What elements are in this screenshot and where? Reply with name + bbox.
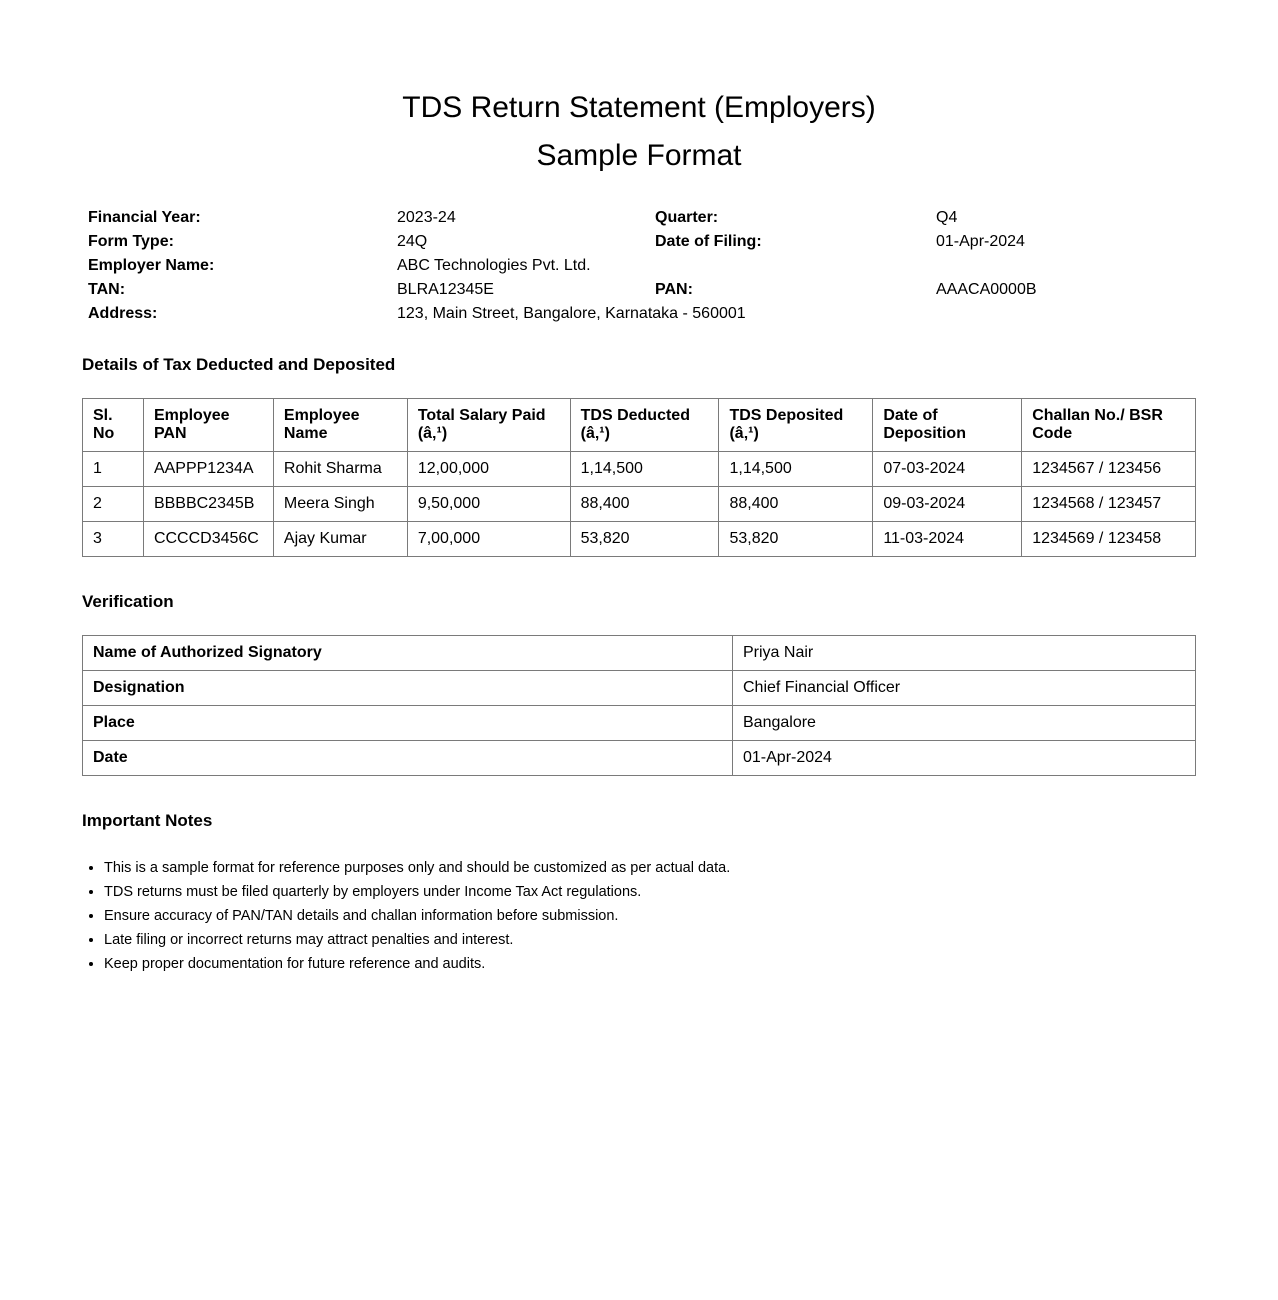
table-cell: 2 bbox=[83, 487, 144, 522]
table-row bbox=[83, 522, 1196, 557]
verification-heading: Verification bbox=[82, 592, 174, 611]
table-cell: 11-03-2024 bbox=[873, 522, 1022, 557]
verification-row bbox=[83, 636, 1196, 671]
info-row bbox=[88, 302, 1196, 326]
list-item: • Late filing or incorrect returns may attract penalties and interest. bbox=[104, 928, 1196, 952]
designation-value: Chief Financial Officer bbox=[733, 671, 1196, 706]
table-header-row bbox=[83, 399, 1196, 452]
place-label: Place bbox=[83, 706, 733, 741]
column-header: TDS Deposited (â‚¹) bbox=[719, 399, 873, 452]
column-header: Employee Name bbox=[273, 399, 407, 452]
notes-list bbox=[82, 856, 1196, 976]
table-cell: BBBBC2345B bbox=[143, 487, 273, 522]
tax-details-table bbox=[82, 398, 1196, 557]
tan-value: BLRA12345E bbox=[397, 281, 494, 298]
financial-year-label: Financial Year: bbox=[88, 209, 201, 226]
column-header: Total Salary Paid (â‚¹) bbox=[407, 399, 570, 452]
table-cell: 1,14,500 bbox=[719, 452, 873, 487]
info-row bbox=[88, 230, 1196, 254]
info-row bbox=[88, 254, 1196, 278]
pan-value: AAACA0000B bbox=[936, 281, 1037, 298]
employer-name-label: Employer Name: bbox=[88, 257, 215, 274]
header-info-table bbox=[88, 206, 1196, 326]
quarter-label: Quarter: bbox=[655, 209, 719, 226]
table-cell: 1 bbox=[83, 452, 144, 487]
verification-table bbox=[82, 635, 1196, 776]
table-cell: 9,50,000 bbox=[407, 487, 570, 522]
list-item: • TDS returns must be filed quarterly by employers under Income Tax Act regulations. bbox=[104, 880, 1196, 904]
date-value: 01-Apr-2024 bbox=[733, 741, 1196, 776]
employer-name-value: ABC Technologies Pvt. Ltd. bbox=[397, 257, 591, 274]
table-cell: 53,820 bbox=[719, 522, 873, 557]
table-cell: Meera Singh bbox=[273, 487, 407, 522]
column-header: TDS Deducted (â‚¹) bbox=[570, 399, 719, 452]
verification-row bbox=[83, 671, 1196, 706]
column-header: Challan No./ BSR Code bbox=[1022, 399, 1196, 452]
designation-label: Designation bbox=[83, 671, 733, 706]
column-header: Date of Deposition bbox=[873, 399, 1022, 452]
table-cell: 09-03-2024 bbox=[873, 487, 1022, 522]
quarter-value: Q4 bbox=[936, 209, 958, 226]
notes-heading: Important Notes bbox=[82, 811, 213, 830]
tan-label: TAN: bbox=[88, 281, 126, 298]
date-label: Date bbox=[83, 741, 733, 776]
pan-label: PAN: bbox=[655, 281, 693, 298]
column-header: Employee PAN bbox=[143, 399, 273, 452]
verification-row bbox=[83, 741, 1196, 776]
table-cell: 53,820 bbox=[570, 522, 719, 557]
table-cell: 88,400 bbox=[719, 487, 873, 522]
table-cell: Rohit Sharma bbox=[273, 452, 407, 487]
table-cell: 1234568 / 123457 bbox=[1022, 487, 1196, 522]
place-value: Bangalore bbox=[733, 706, 1196, 741]
date-of-filing-value: 01-Apr-2024 bbox=[936, 233, 1025, 250]
financial-year-value: 2023-24 bbox=[397, 209, 456, 226]
list-item: • Keep proper documentation for future reference and audits. bbox=[104, 952, 1196, 976]
info-row bbox=[88, 278, 1196, 302]
page-title: TDS Return Statement (Employers) bbox=[402, 91, 876, 124]
table-cell: 12,00,000 bbox=[407, 452, 570, 487]
signatory-value: Priya Nair bbox=[733, 636, 1196, 671]
table-cell: 3 bbox=[83, 522, 144, 557]
table-row bbox=[83, 487, 1196, 522]
address-value: 123, Main Street, Bangalore, Karnataka - 560001 bbox=[397, 305, 746, 322]
list-item: • This is a sample format for reference purposes only and should be customized as per actual data. bbox=[104, 856, 1196, 880]
table-cell: 07-03-2024 bbox=[873, 452, 1022, 487]
address-label: Address: bbox=[88, 305, 158, 322]
table-cell: 1234569 / 123458 bbox=[1022, 522, 1196, 557]
date-of-filing-label: Date of Filing: bbox=[655, 233, 762, 250]
table-row bbox=[83, 452, 1196, 487]
table-cell: 1234567 / 123456 bbox=[1022, 452, 1196, 487]
signatory-label: Name of Authorized Signatory bbox=[83, 636, 733, 671]
table-cell: AAPPP1234A bbox=[143, 452, 273, 487]
column-header: Sl. No bbox=[83, 399, 144, 452]
document-page bbox=[82, 0, 1196, 976]
tax-section-heading: Details of Tax Deducted and Deposited bbox=[82, 355, 396, 374]
list-item: • Ensure accuracy of PAN/TAN details and challan information before submission. bbox=[104, 904, 1196, 928]
table-cell: CCCCD3456C bbox=[143, 522, 273, 557]
verification-row bbox=[83, 706, 1196, 741]
table-cell: 88,400 bbox=[570, 487, 719, 522]
table-cell: 7,00,000 bbox=[407, 522, 570, 557]
form-type-value: 24Q bbox=[397, 233, 428, 250]
table-cell: 1,14,500 bbox=[570, 452, 719, 487]
info-row bbox=[88, 206, 1196, 230]
page-subtitle: Sample Format bbox=[536, 139, 742, 172]
table-cell: Ajay Kumar bbox=[273, 522, 407, 557]
form-type-label: Form Type: bbox=[88, 233, 174, 250]
